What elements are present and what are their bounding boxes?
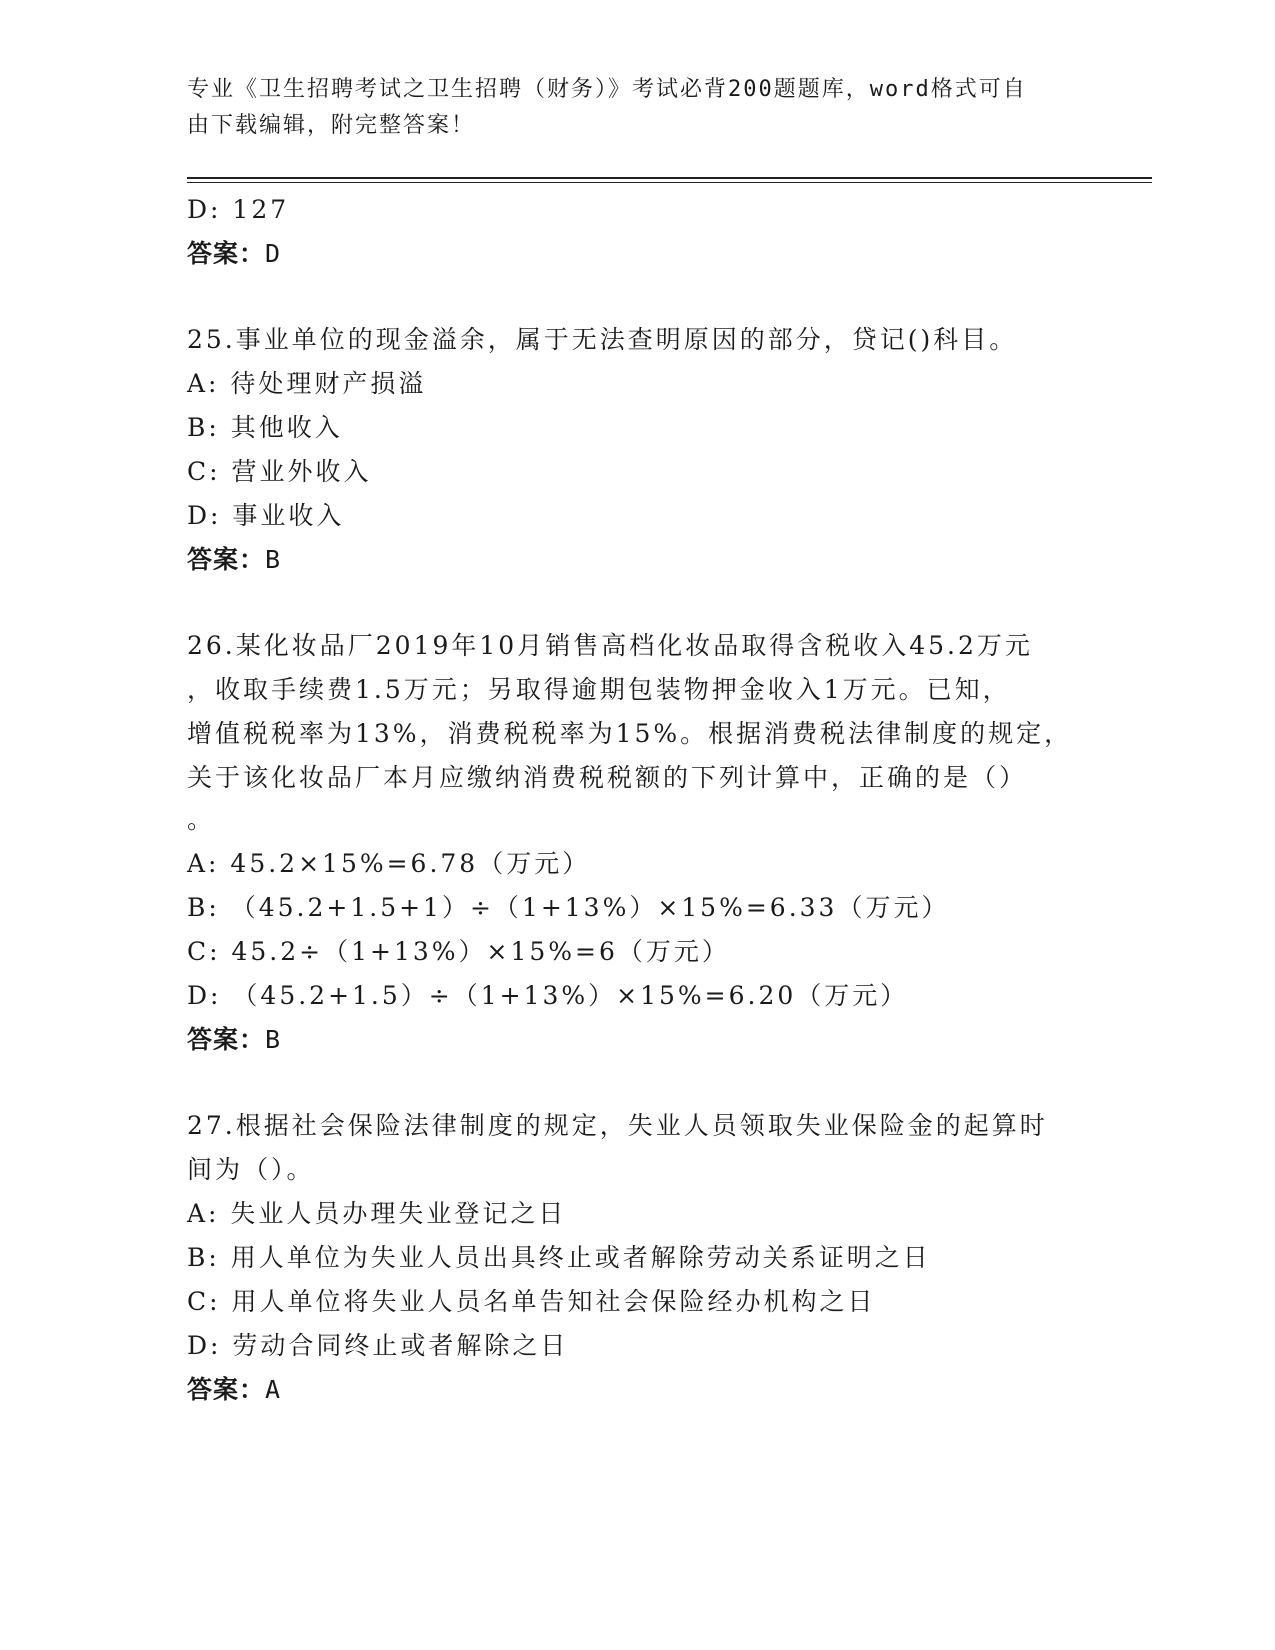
header-line-1: 专业《卫生招聘考试之卫生招聘（财务）》考试必背200题题库，word格式可自: [187, 77, 1027, 102]
q27-stem-line-1: 27.根据社会保险法律制度的规定，失业人员领取失业保险金的起算时: [187, 1111, 1048, 1140]
answer-value: B: [265, 545, 282, 574]
answer-label: 答案：: [187, 239, 266, 268]
q25-option-b: B: 其他收入: [187, 413, 343, 442]
q25-option-d: D: 事业收入: [187, 501, 345, 530]
answer-label: 答案：: [187, 1025, 266, 1054]
q27-option-c: C: 用人单位将失业人员名单告知社会保险经办机构之日: [187, 1287, 876, 1316]
q26-stem-line-1: 26.某化妆品厂2019年10月销售高档化妆品取得含税收入45.2万元: [187, 631, 1033, 660]
q26-answer: [187, 1024, 281, 1056]
q27-option-b: B: 用人单位为失业人员出具终止或者解除劳动关系证明之日: [187, 1243, 931, 1272]
q25-answer: [187, 544, 281, 576]
q26-stem-line-2: ，收取手续费1.5万元；另取得逾期包装物押金收入1万元。已知，: [187, 675, 1011, 704]
q27-option-d: D: 劳动合同终止或者解除之日: [187, 1331, 569, 1360]
q26-option-d: D: （45.2+1.5）÷（1+13%）×15%=6.20（万元）: [187, 981, 909, 1010]
q25-option-c: C: 营业外收入: [187, 457, 372, 486]
q27-stem-line-2: 间为（）。: [187, 1155, 315, 1184]
q26-stem-line-5: 。: [187, 805, 216, 834]
header-line-2: 由下载编辑，附完整答案！: [187, 113, 476, 138]
q26-stem-line-4: 关于该化妆品厂本月应缴纳消费税税额的下列计算中，正确的是（）: [187, 763, 1028, 792]
answer-value: D: [265, 239, 282, 268]
q26-option-a: A: 45.2×15%=6.78（万元）: [187, 849, 591, 878]
q25-stem: 25.事业单位的现金溢余，属于无法查明原因的部分，贷记()科目。: [187, 325, 1018, 354]
q25-option-a: A: 待处理财产损溢: [187, 369, 427, 398]
answer-label: 答案：: [187, 545, 266, 574]
header-divider-thick: [187, 177, 1152, 179]
q27-answer: [187, 1374, 281, 1406]
q24-option-d: D: 127: [187, 195, 290, 224]
q26-option-b: B: （45.2+1.5+1）÷（1+13%）×15%=6.33（万元）: [187, 893, 950, 922]
answer-value: B: [265, 1025, 282, 1054]
document-header: [187, 72, 1067, 144]
q27-option-a: A: 失业人员办理失业登记之日: [187, 1199, 567, 1228]
answer-label: 答案：: [187, 1375, 266, 1404]
header-divider-thin: [187, 182, 1152, 183]
q24-answer: [187, 238, 281, 270]
answer-value: A: [265, 1375, 282, 1404]
q26-option-c: C: 45.2÷（1+13%）×15%=6（万元）: [187, 937, 730, 966]
q26-stem-line-3: 增值税税率为13%，消费税税率为15%。根据消费税法律制度的规定，: [187, 719, 1073, 748]
